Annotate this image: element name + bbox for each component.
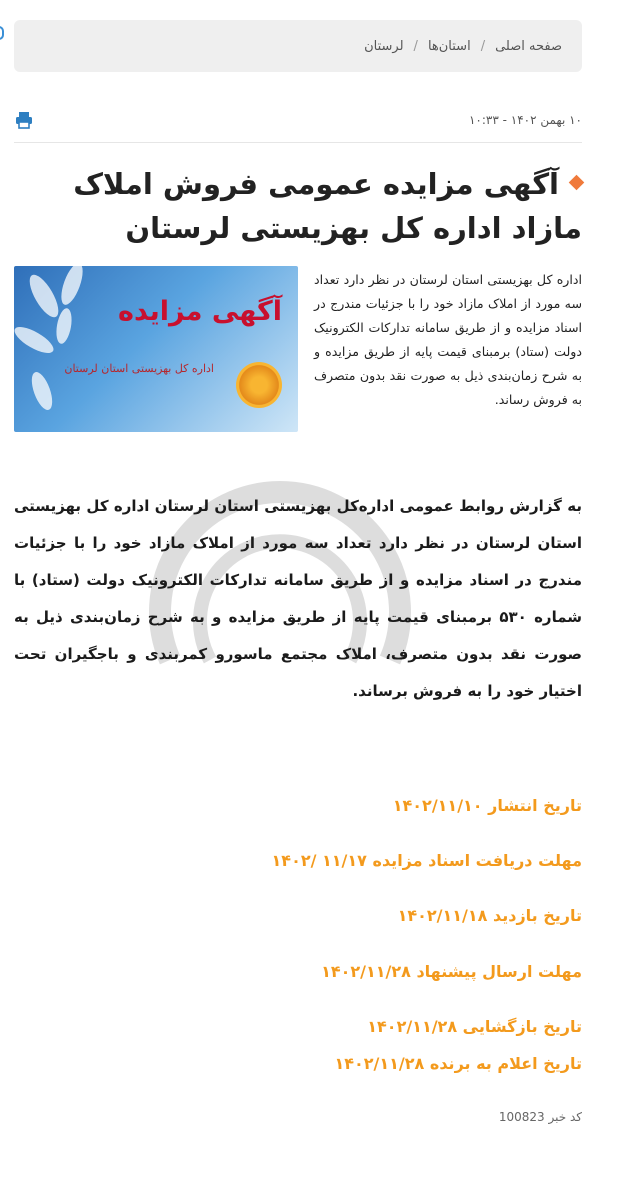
publish-date: ۱۰ بهمن ۱۴۰۲ - ۱۰:۳۳ bbox=[468, 113, 582, 127]
news-code-label: کد خبر bbox=[548, 1110, 582, 1124]
date-offer-deadline: مهلت ارسال پیشنهاد ۱۴۰۲/۱۱/۲۸ bbox=[321, 962, 582, 981]
banner-subtitle: اداره کل بهزیستی استان لرستان bbox=[64, 362, 214, 375]
print-icon[interactable] bbox=[14, 110, 34, 130]
date-winner-announcement: تاریخ اعلام به برنده ۱۴۰۲/۱۱/۲۸ bbox=[334, 1054, 582, 1073]
article-title-text: آگهی مزایده عمومی فروش املاک مازاد اداره کل بهزیستی لرستان bbox=[73, 167, 582, 245]
article-meta bbox=[14, 106, 582, 134]
lead-paragraph: اداره کل بهزیستی استان لرستان در نظر دارد تعداد سه مورد از املاک مازاد خود را با جزئیات مندرج در اسناد مزایده و از طریق سامانه تدارکات الکترونیک دولت (ستاد) برمبنای قیمت پایه از طریق مزایده و به شرح زمان‌بندی ذیل به صورت نقد بدون متصرف به فروش رساند. bbox=[314, 272, 582, 407]
auction-banner-image bbox=[14, 266, 298, 432]
date-opening: تاریخ بازگشایی ۱۴۰۲/۱۱/۲۸ bbox=[367, 1017, 582, 1036]
breadcrumb-separator: / bbox=[413, 38, 418, 54]
behzisti-logo-icon bbox=[236, 362, 282, 408]
date-documents-deadline: مهلت دریافت اسناد مزایده ۱۱/۱۷ /۱۴۰۲ bbox=[271, 851, 582, 870]
edge-scroll-indicator bbox=[0, 26, 4, 40]
title-bullet-icon bbox=[569, 174, 585, 190]
date-publish: تاریخ انتشار ۱۴۰۲/۱۱/۱۰ bbox=[392, 796, 582, 815]
article-body: به گزارش روابط عمومی اداره‌کل بهزیستی استان لرستان اداره کل بهزیستی استان لرستان در نظر دارد تعداد سه مورد از املاک مازاد خود را با جزئیات مندرج در اسناد مزایده و از طریق سامانه تدارکات الکترونیک دولت (ستاد) با شماره ۵۳۰ برمبنای قیمت پایه از طریق مزایده و به شرح زمان‌بندی ذیل به صورت نقد بدون متصرف، املاک مجتمع ماسورو کمربندی و باجگیران تحت اختیار خود را به فروش برساند. bbox=[14, 497, 583, 700]
breadcrumb-home[interactable]: صفحه اصلی bbox=[495, 38, 562, 54]
news-code bbox=[499, 1110, 582, 1124]
banner-title: آگهی مزایده bbox=[118, 296, 282, 327]
article-title bbox=[14, 162, 582, 250]
breadcrumb-separator: / bbox=[480, 38, 486, 54]
news-code-value: 100823 bbox=[498, 1110, 545, 1124]
meta-divider bbox=[14, 142, 582, 143]
breadcrumb bbox=[14, 20, 582, 72]
breadcrumb-lorestan[interactable]: لرستان bbox=[364, 38, 404, 54]
breadcrumb-provinces[interactable]: استان‌ها bbox=[427, 38, 471, 54]
date-visit: تاریخ بازدید ۱۴۰۲/۱۱/۱۸ bbox=[397, 906, 582, 925]
article-lead bbox=[14, 266, 582, 466]
